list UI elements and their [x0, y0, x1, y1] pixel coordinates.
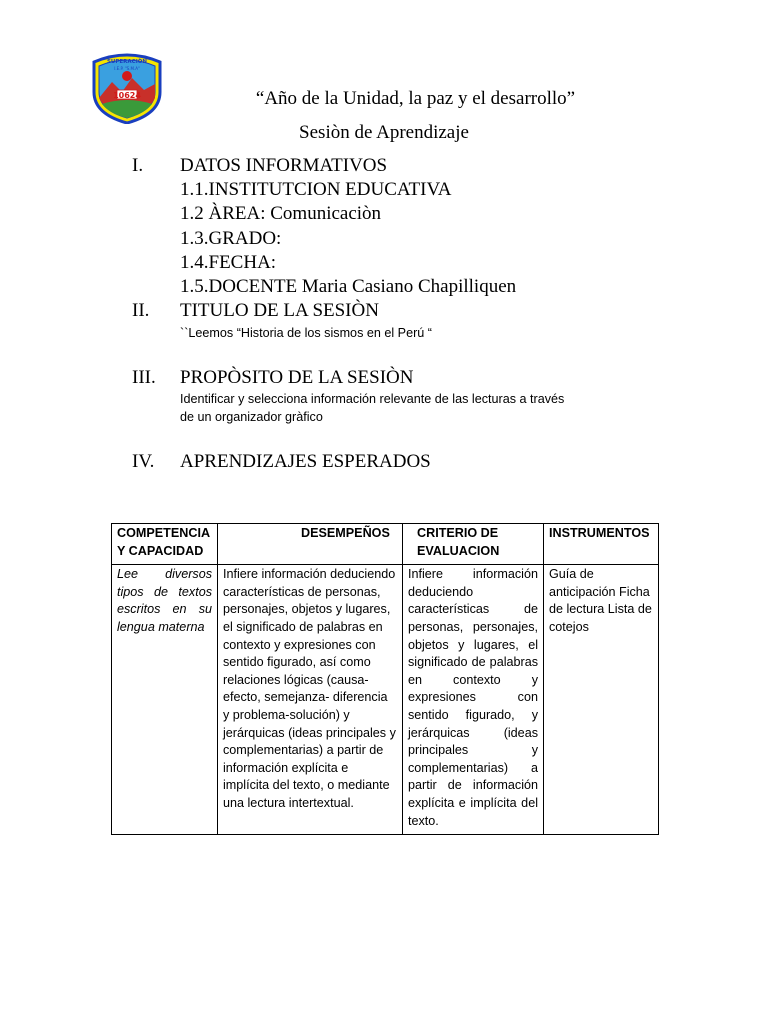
logo-sub-text: I.E.P. "S.M.A" [114, 66, 140, 71]
motto: “Año de la Unidad, la paz y el desarrollo” [255, 88, 576, 109]
table-header-row [112, 524, 659, 565]
section1-item: 1.3.GRADO: [180, 228, 282, 249]
header-competencia: COMPETENCIA Y CAPACIDAD [112, 524, 218, 565]
logo-arc-text: SUPERACIÒN [106, 59, 148, 65]
header-desempenos: DESEMPEÑOS [218, 524, 403, 565]
section3-line2: de un organizador gràfico [180, 410, 323, 424]
section4-title: APRENDIZAJES ESPERADOS [180, 451, 431, 472]
section3-line1: Identificar y selecciona información relevante de las lecturas a través [180, 392, 565, 406]
cell-desempenos: Infiere información deduciendo características de personas, personajes, objetos y lugares, el significado de palabras en contexto y expresiones con sentido figurado, así como relaciones lógicas (causa- efecto, semejanza- diferencia y problema-solución) y jerárquicas (ideas principales y complementarias) a partir de información explícita e implícita del texto, o mediante una lectura intertextual. [218, 565, 403, 835]
section1-item: 1.4.FECHA: [180, 252, 277, 273]
cell-competencia: Lee diversos tipos de textos escritos en su lengua materna [112, 565, 218, 835]
section2-title: TITULO DE LA SESIÒN [180, 300, 379, 321]
section1-item: 1.2 ÀREA: Comunicaciòn [180, 203, 382, 224]
cell-instrumentos: Guía de anticipación Ficha de lectura Lista de cotejos [544, 565, 659, 835]
table-row [112, 565, 659, 835]
section1-numeral: I. [132, 155, 144, 176]
logo-number: 10624 [113, 91, 141, 100]
section1-item: 1.5.DOCENTE Maria Casiano Chapilliquen [180, 276, 517, 297]
section1-item: 1.1.INSTITUTCION EDUCATIVA [180, 179, 452, 200]
cell-criterio: Infiere información deduciendo características de personas, personajes, objetos y lugares, el significado de palabras en contexto y expresiones con sentido figurado, y jerárquicas (ideas principales y complementarias) a partir de información explícita e implícita del texto. [403, 565, 544, 835]
section2-text: ``Leemos “Historia de los sismos en el Perú “ [180, 326, 432, 340]
section3-title: PROPÒSITO DE LA SESIÒN [180, 367, 414, 388]
section3-numeral: III. [132, 367, 156, 388]
session-title: Sesiòn de Aprendizaje [299, 122, 469, 143]
header-instrumentos: INSTRUMENTOS [544, 524, 659, 565]
section2-numeral: II. [132, 300, 150, 321]
section1-title: DATOS INFORMATIVOS [180, 155, 388, 176]
section4-numeral: IV. [132, 451, 155, 472]
learning-table [111, 523, 659, 835]
header-criterio: CRITERIO DE EVALUACION [403, 524, 544, 565]
